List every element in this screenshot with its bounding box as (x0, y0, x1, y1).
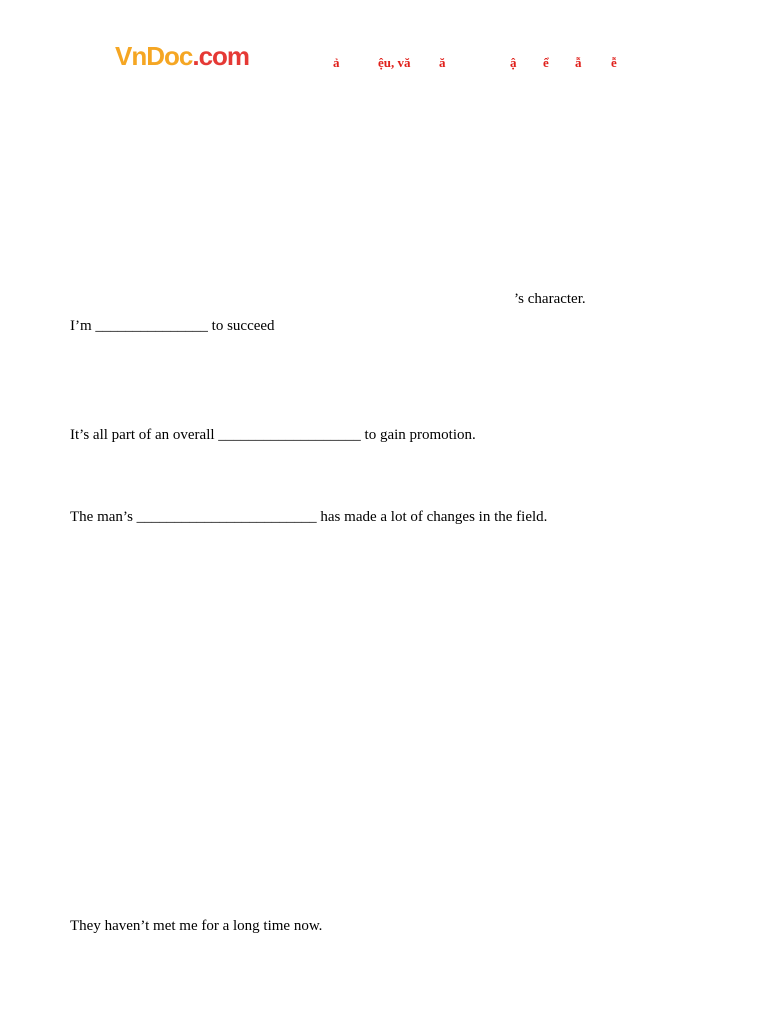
header-title-fragment-1: ả (333, 55, 340, 70)
sentence-promotion: It’s all part of an overall ___________________ to gain promotion. (70, 427, 476, 443)
sentence-succeed: I’m _______________ to succeed (70, 318, 275, 334)
logo-text-com: .com (192, 41, 250, 71)
header-title-fragment-7: ễ (611, 55, 617, 70)
header-title-fragment-5: ể (543, 55, 549, 70)
header-title-fragment-6: ẫ (575, 55, 582, 70)
sentence-met-me: They haven’t met me for a long time now. (70, 918, 323, 934)
vndoc-logo[interactable] (115, 40, 249, 72)
character-fragment: ’s character. (514, 291, 586, 307)
header-title-fragment-4: ậ (510, 55, 517, 70)
header-title-fragment-3: ă (439, 55, 446, 70)
sentence-changes: The man’s ________________________ has made a lot of changes in the field. (70, 509, 548, 525)
header-title-fragment-2: ệu, vă (378, 55, 411, 70)
logo-text-vndoc: VnDoc (115, 41, 193, 71)
